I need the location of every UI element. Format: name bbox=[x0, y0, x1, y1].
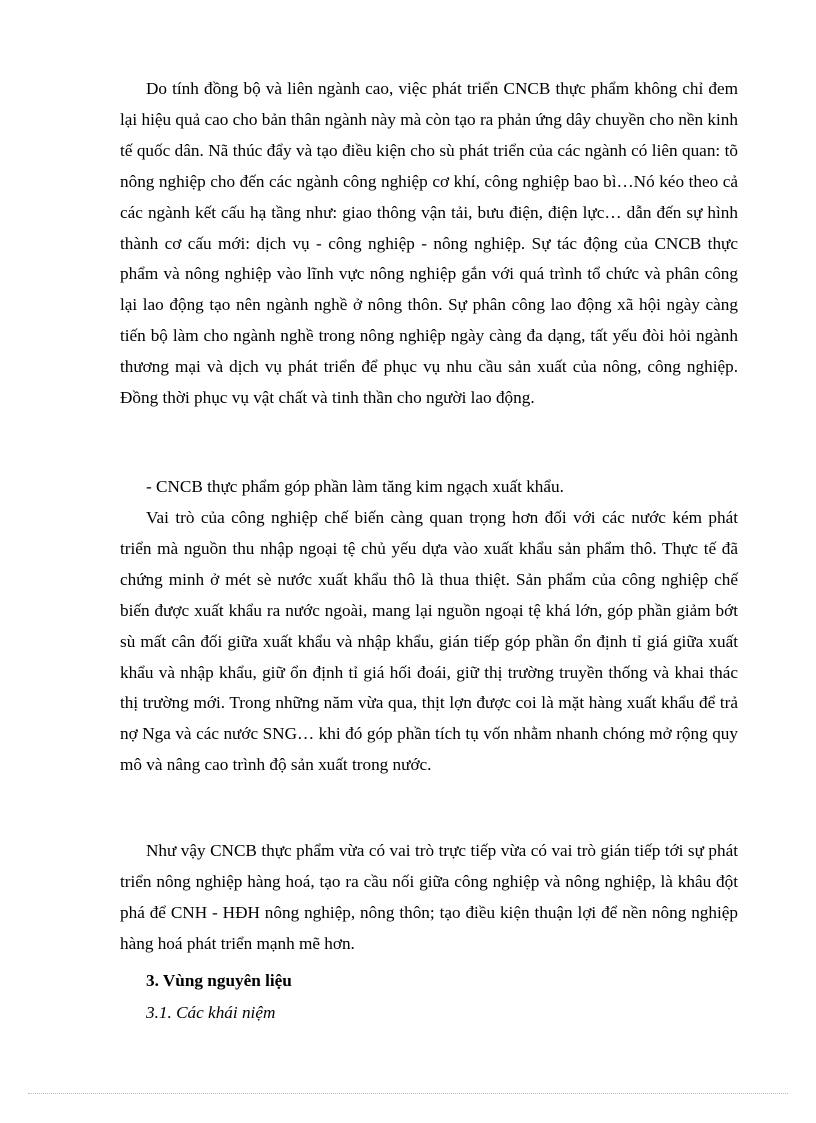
page-footer-divider bbox=[28, 1093, 788, 1094]
section-heading: 3. Vùng nguyên liệu bbox=[146, 971, 292, 990]
paragraph-conclusion: Như vậy CNCB thực phẩm vừa có vai trò trực tiếp vừa có vai trò gián tiếp tới sự phát triển nông nghiệp hàng hoá, tạo ra cầu nối giữa công nghiệp và nông nghiệp, là khâu đột phá để CNH - HĐH nông nghiệp, nông thôn; tạo điều kiện thuận lợi để nền nông nghiệp hàng hoá phát triển mạnh mẽ hơn. bbox=[120, 841, 738, 953]
paragraph-processing-industry-impact: Do tính đồng bộ và liên ngành cao, việc phát triển CNCB thực phẩm không chỉ đem lại hiệu quả cao cho bản thân ngành này mà còn tạo ra phản ứng dây chuyền cho nền kinh tế quốc dân. Nã thúc đẩy và tạo điều kiện cho sù phát triển của các ngành có liên quan: tõ nông nghiệp cho đến các ngành công nghiệp cơ khí, công nghiệp bao bì…Nó kéo theo cả các ngành kết cấu hạ tầng như: giao thông vận tải, bưu điện, điện lực… dẫn đến sự hình thành cơ cấu mới: dịch vụ - công nghiệp - nông nghiệp. Sự tác động của CNCB thực phẩm và nông nghiệp vào lĩnh vực nông nghiệp gắn với quá trình tổ chức và phân công lại lao động tạo nên ngành nghề ở nông thôn. Sự phân công lao động xã hội ngày càng tiến bộ làm cho ngành nghề trong nông nghiệp ngày càng đa dạng, tất yếu đòi hỏi ngành thương mại và dịch vụ phát triển để phục vụ nhu cầu sản xuất của nông, công nghiệp. Đồng thời phục vụ vật chất và tinh thần cho người lao động. bbox=[120, 79, 738, 408]
paragraph-export-bullet: - CNCB thực phẩm góp phần làm tăng kim ngạch xuất khẩu. bbox=[146, 477, 564, 496]
subsection-heading: 3.1. Các khái niệm bbox=[146, 1003, 276, 1022]
paragraph-export-role: Vai trò của công nghiệp chế biến càng quan trọng hơn đối với các nước kém phát triển mà nguồn thu nhập ngoại tệ chủ yếu dựa vào xuất khẩu sản phẩm thô. Thực tế đã chứng minh ở mét sè nước xuất khẩu thô là thua thiệt. Sản phẩm của công nghiệp chế biến được xuất khẩu ra nước ngoài, mang lại nguồn ngoại tệ khá lớn, góp phần giảm bớt sù mất cân đối giữa xuất khẩu và nhập khẩu, gián tiếp góp phần ổn định tỉ giá giữa xuất khẩu và nhập khẩu, giữ ổn định tỉ giá hối đoái, giữ thị trường truyền thống và khai thác thị trường mới. Trong những năm vừa qua, thịt lợn được coi là mặt hàng xuất khẩu để trả nợ Nga và các nước SNG… khi đó góp phần tích tụ vốn nhằm nhanh chóng mở rộng quy mô và nâng cao trình độ sản xuất trong nước. bbox=[120, 508, 738, 775]
